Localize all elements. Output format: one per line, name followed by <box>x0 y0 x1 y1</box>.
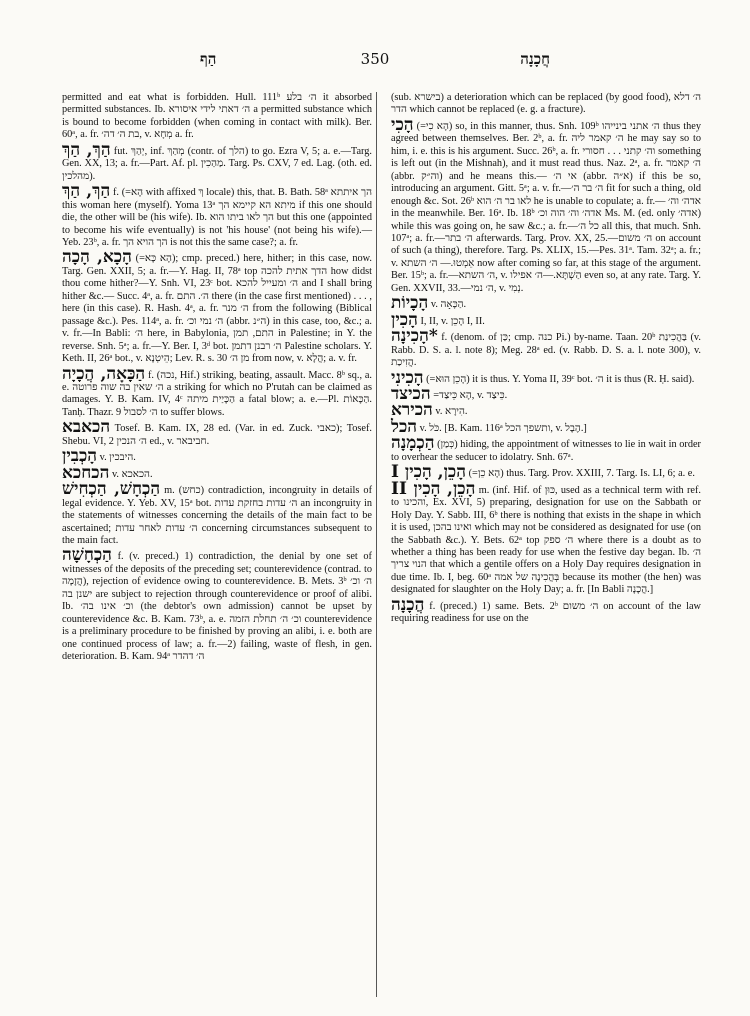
entry-headword: הָכְבִין <box>62 446 98 467</box>
column-divider <box>376 92 377 997</box>
entry-headword: הֲכָנָה <box>391 594 425 615</box>
running-header <box>60 50 690 72</box>
entry-text: (=הָא כָּא); cmp. preced.) here, hither; in this case, now. Targ. Gen. XXII, 5; a. fr.—Y. Hag. II, 78ᵃ top הדך אתית להכה how didst thou come hither?—Y. Snh. VI, 23ᶜ bot. ה׳ ומעייל להכא and I shall bring hither &c.— Succ. 4ᵃ, a. fr. ה׳. התם there (in the case first mentioned) . . . , here (in this case). R. Hash. 4ᵃ, a. fr. ה׳ מנר from the following (Biblical passage &c.). Pes. 114ᵃ, a. fr. ה׳ נמי וכ׳ (abbr. ה״נ) in this case, too, &c.; a. v. fr.—In Babli: ה׳ here, in Babylonia, התם, תמן in Palestine; in Y. the reverse. Snh. 5ᵃ; a. fr.—Y. Ber. I, 3ᵈ bot. ה׳ רבנן דתמן Palestine scholars. Y. Keth. II, 26ᵃ bot., v. הֵיטְנָא; Lev. R. s. 30 מן ה׳ from now, v. הֲלָא; a. v. fr. <box>62 253 373 365</box>
entry-text: f. (preced.) 1) same. Bets. 2ᵇ ה׳ משום on account of the law requiring readiness for use on the <box>391 600 701 625</box>
continuation-text <box>391 92 701 117</box>
entry-text: permitted and eat what is forbidden. Hull. 111ᵇ ה׳ בלע it absorbed permitted substances. Ib. ה׳ דאתי לידי איסורא a permitted substance which is bound to become forbidden (when coming in contact with milk). Ber. 60ᵃ, a. fr. בת ה׳ דה׳, v. מְחָא a. fr. <box>62 92 372 141</box>
entry-text: m. (כחש) contradiction, incongruity in details of legal evidence. Y. Yeb. XV, 15ᵃ bot. ה׳ עדות בחזקת עדות an incongruity in the statements of witnesses concerning the details of the main fact to be ascertained; ה׳ עדות לאחר עדות concerning circumstances subsequent to the main fact. <box>62 485 373 546</box>
entry-headword: הכאבא <box>62 417 111 438</box>
entry-text: v. הכאכא. <box>111 468 153 480</box>
dictionary-entry <box>62 139 372 183</box>
entry-headword: הָכִינִי <box>391 367 424 388</box>
entry-headword: הַךְ, הַךְ <box>62 181 111 202</box>
entry-text: v. הַכָּאָה. <box>430 299 467 311</box>
entry-headword: הכיצד <box>391 383 431 404</box>
entry-text: =הָא כֵּיצַד, v. כֵּיצַד. <box>433 389 508 401</box>
entry-text: v. הִירָא. <box>435 406 468 418</box>
dictionary-entry <box>391 293 701 314</box>
entry-text: I, II, v. הָכֵן I, II. <box>420 315 485 327</box>
dictionary-entry <box>391 433 701 464</box>
dictionary-entry <box>391 114 702 295</box>
dictionary-entry <box>62 363 372 420</box>
entry-headword: הַכְמָנָה <box>391 433 435 454</box>
entry-headword: הַכָּאָה, הֲכָיָה <box>62 363 146 384</box>
entry-headword: הָכֵן, הָכִין II <box>391 478 476 499</box>
dictionary-entry <box>62 247 373 365</box>
dictionary-entry <box>391 326 701 369</box>
entry-headword: הכחכא <box>62 462 110 483</box>
entry-text: Tosef. B. Kam. IX, 28 ed. (Var. in ed. Zuck. כאבי); Tosef. Shebu. VI, 2 ה׳ הנכין ed., v. חביבאר. <box>62 423 372 447</box>
entry-text: v. כֹּל. [B. Kam. 116ᵃ ותשפך הכל, v. הֶבֶל.] <box>419 422 587 434</box>
entry-text: v. היבכין. <box>99 452 136 464</box>
entry-text: (=הָכֵן הוּא) it is thus. Y. Yoma II, 39ᶜ bot. ה׳ it is thus (R. Ḥ. said). <box>426 373 695 385</box>
left-column <box>62 92 372 664</box>
entry-headword: הָכָא, הָכָה <box>62 247 132 268</box>
entry-headword: הכירא <box>391 400 433 421</box>
entry-headword: הַךְ, הַךְ <box>62 139 111 160</box>
dictionary-entry <box>391 400 701 421</box>
dictionary-entry <box>391 383 701 404</box>
dictionary-entry <box>391 367 701 388</box>
entry-text: f. (=הָא with affixed ךְ locale) this, that. B. Bath. 58ᵃ הך איתתא this woman here (myself). Yoma 13ᵃ מיתא הא קיימא הך if this one should die, the other will be (his wife). Ib. הך לאו ביתו הוא but this one (appointed to become his wife eventually) is not 'his house' (not being his wife).—Yeb. 23ᵇ, a. fr. הך הויא הך is not this the same case?; a. fr. <box>62 187 372 248</box>
entry-text: f. (denom. of כַּן; cmp. כנה Pi.) by-name. Taan. 20ᵇ בַּהֲכִינַת (v. Rabb. D. S. a. l. note 8); Meg. 28ᵃ ed. (v. Rabb. D. S. a. l. note 300), v. הֲזִיכַת. <box>391 332 701 369</box>
header-right-word: חֲכָנָה <box>520 50 550 68</box>
dictionary-entry <box>391 478 701 597</box>
entry-text: m. (inf. Hif. of כּוּן, used as a technical term with ref. to והכינו, Ex. XVI, 5) preparing, designation for use on the Sabbath or Holy Day. Y. Sabb. III, 6ᵇ there is nothing that exists in the shape in which it is used, ואינו בהכן which may not be considered as designated for use (on the Sabbath &c.). Y. Bets. 62ᵃ top ה׳ ספק where there is a doubt as to whether a thing has been ready for use when the festive day began. Ib. ה׳ הנוי צריך that which a gentile offers on a Holy Day requires designation in due time. Ib. I, beg. 60ᵃ בְּהֲכִינָה של אמה because its mother (the hen) was designated for slaughter on the Holy Day; a. fr. [In Babli הֲכָנָה.] <box>391 484 701 596</box>
entry-headword: הַכְחָשׁ, הַכְחִישׁ <box>62 479 161 500</box>
entry-text: (sub. בישרא) a deterioration which can be replaced (by good food), ה׳ דלא הדר which cannot be replaced (e. g. a fracture). <box>391 92 701 116</box>
entry-headword: הַכְחָשָׁה <box>62 545 112 566</box>
entry-headword: הכל <box>391 416 418 437</box>
right-column <box>391 92 701 627</box>
entry-text: (=הָא כֵן) thus. Targ. Prov. XXIII, 7. Targ. Is. LI, 6; a. e. <box>468 468 695 480</box>
entry-text: (=הָא כִי) so, in this manner, thus. Snh. 109ᵇ ה׳ אתני בינייהו thus they agreed between themselves. Ber. 2ᵇ, a. fr. ה׳ קאמר ליה he may say so to him, i. e. this is his argument. Succ. 26ᵇ, a. fr. וה׳ קתני . . . חסורי something is left out (in the Mishnah), and it must read thus. Naz. 2ᵃ, a. fr. ה׳ קאמר (abbr. וה״ק) and he means this.— אי ה׳ (abbr. א״ה) if this be so, introducing an argument. Gitt. 5ᵃ; a. v. fr.—ה׳ בר ה׳ fit for such a thing, old enough &c. Sot. 26ᵇ לאו בר ה׳ הוא he is unable to copulate; a. fr.— אדה׳ וה׳ in the meanwhile. Ber. 16ᵃ. Ib. 18ᵇ אדה׳ וה׳ הוה וכ׳ Ms. M. (ed. only אדה׳) while this was going on, he saw &c.; a. fr.—כל ה׳ all this, that much. Snh. 107ᵃ; a. fr.—ה׳ בתר afterwards. Targ. Prov. XX, 25.—ה׳ משום on account of such (a thing), therefore. Targ. Ps. XLIX, 15.—Pes. 31ᵃ. Tam. 32ᵃ; a. fr.; v. אֵמְטוּ.— ה׳ השתא now after coming so far, at this stage of the argument. Ber. 15ᵇ; a. fr.—ה׳ השתא, v. הַשְׁתָּא.—ה׳ אפילו even so, at any rate. Targ. Y. Gen. XXVII, 33.—ה׳ נמי, v. נְמִי. <box>391 120 702 294</box>
entry-text: fut. יְהַךְ, inf. מְהַךְ (contr. of הלך) to go. Ezra V, 5; a. e.—Targ. Gen. XX, 13; a. fr.—Part. Af. pl. מַהַכִין. Targ. Ps. CXV, 7 ed. Lag. (oth. ed. מהלכין). <box>62 145 372 182</box>
entry-text: f. (נכה, Hif.) striking, beating, assault. Macc. 8ᵇ sq., a. e. ה׳ שאין בה שוה פרוטה a striking for which no P'rutah can be claimed as damages. Y. B. Kam. IV, 4ᶜ הַכָּיַית מיתה a fatal blow; a. e.—Pl. הַכָּאוֹת. Tanḥ. Thazr. 9 ה׳ לסבול to suffer blows. <box>62 369 372 418</box>
dictionary-entry <box>62 479 373 547</box>
page-number: 350 <box>360 50 390 68</box>
dictionary-entry <box>391 594 701 626</box>
header-left-word: הַף <box>200 50 217 68</box>
entry-headword: הָכָיוֹת <box>391 293 429 314</box>
dictionary-entry <box>391 416 701 437</box>
entry-text: (כְּמַן) hiding, the appointment of witnesses to lie in wait in order to overhear the seducer to idolatry. Snh. 67ᵃ. <box>391 439 701 463</box>
entry-headword: הָכִי <box>391 114 414 135</box>
dictionary-entry <box>62 417 372 448</box>
dictionary-entry <box>62 181 372 249</box>
continuation-text <box>62 92 372 142</box>
entry-text: f. (v. preced.) 1) contradiction, the denial by one set of witnesses of the deposits of the preceding set; counterevidence (contrad. to הֲזָמָה), rejection of evidence owing to counterevidence. B. Mets. 3ᵇ ה׳ וכ׳ ישנן בה are subject to rejection through counterevidence or proof of alibi. Ib. וכ׳ אינו בה׳ (the debtor's own admission) cannot be upset by counterevidence &c. B. Kam. 73ᵇ, a. e. וכ׳ ה׳ תחלת הזמה counterevidence is a preliminary procedure to be finished by proving an alibi, i. e. both are one continued process of law; a. fr.—2) failing, waste of flesh, in gen. deterioration. B. Kam. 94ᵃ ה׳ דהדר <box>62 551 373 663</box>
entry-headword: הָכִין <box>391 309 418 330</box>
dictionary-entry <box>62 545 373 663</box>
entry-headword: *הָכִינָה <box>391 326 438 347</box>
entry-headword: הָכֵן, הָכִין I <box>391 462 467 483</box>
